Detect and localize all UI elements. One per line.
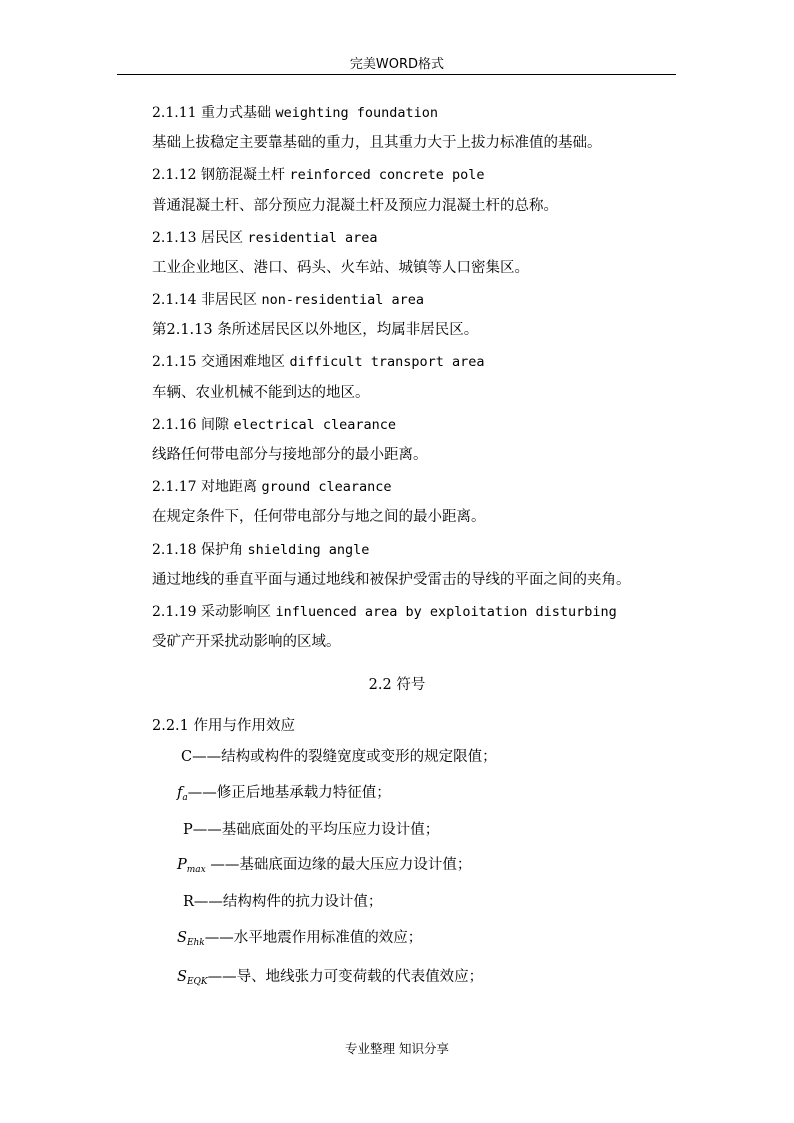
term-chinese: 居民区 [200, 230, 243, 246]
term-heading [152, 104, 438, 122]
term-chinese: 保护角 [200, 542, 243, 558]
term-definition: 工业企业地区、港口、码头、火车站、城镇等人口密集区。 [152, 260, 529, 276]
symbol-description: ——导、地线张力可变荷载的代表值效应； [207, 969, 484, 985]
subsection-title: 2.2.1 作用与作用效应 [152, 718, 296, 734]
term-number: 2.1.12 [152, 167, 197, 183]
term-heading [152, 166, 485, 184]
term-definition: 普通混凝土杆、部分预应力混凝土杆及预应力混凝土杆的总称。 [152, 198, 558, 214]
term-definition: 线路任何带电部分与接地部分的最小距离。 [152, 447, 428, 463]
term-definition: 第2.1.13 条所述居民区以外地区，均属非居民区。 [152, 322, 479, 338]
header-rule [117, 74, 676, 75]
symbol-entry [177, 784, 391, 802]
symbol-subscript: Ehk [186, 938, 205, 948]
symbol-entry [183, 893, 382, 911]
section-title: 2.2 符号 [368, 677, 426, 693]
term-chinese: 非居民区 [200, 292, 257, 308]
term-number: 2.1.15 [152, 354, 197, 370]
term-number: 2.1.18 [152, 542, 197, 558]
symbol-description: ——修正后地基承载力特征值； [187, 785, 391, 801]
symbol-subscript: EQK [186, 977, 208, 987]
term-number: 2.1.14 [152, 292, 197, 308]
term-english: residential area [247, 230, 378, 246]
symbol-variable: f [177, 785, 183, 801]
term-heading [152, 291, 424, 309]
term-definition: 通过地线的垂直平面与通过地线和被保护受雷击的导线的平面之间的夹角。 [152, 572, 631, 588]
symbol-variable: P [183, 822, 193, 838]
symbol-description: ——基础底面处的平均压应力设计值； [192, 822, 440, 838]
term-chinese: 采动影响区 [200, 604, 271, 620]
symbol-entry [177, 929, 422, 947]
symbol-entry [177, 968, 483, 986]
symbol-subscript: max [186, 865, 206, 875]
term-english: ground clearance [261, 479, 392, 495]
term-definition: 车辆、农业机械不能到达的地区。 [152, 385, 370, 401]
symbol-variable: P [177, 857, 187, 873]
page-header: 完美WORD格式 [349, 57, 445, 72]
term-heading [152, 416, 396, 434]
term-chinese: 对地距离 [200, 479, 257, 495]
term-definition: 在规定条件下，任何带电部分与地之间的最小距离。 [152, 509, 486, 525]
term-english: reinforced concrete pole [289, 167, 485, 183]
term-definition: 受矿产开采扰动影响的区域。 [152, 634, 341, 650]
symbol-subscript: a [182, 793, 188, 803]
term-chinese: 交通困难地区 [200, 354, 285, 370]
symbol-entry [177, 856, 471, 874]
term-heading [152, 541, 369, 559]
term-english: influenced area by exploitation disturbing [275, 604, 617, 620]
symbol-variable: S [177, 930, 187, 946]
term-heading [152, 603, 617, 621]
term-number: 2.1.13 [152, 230, 197, 246]
symbol-description: ——结构或构件的裂缝宽度或变形的规定限值； [192, 749, 497, 765]
term-chinese: 间隙 [200, 417, 229, 433]
term-english: electrical clearance [233, 417, 396, 433]
symbol-variable: R [183, 894, 194, 910]
term-number: 2.1.11 [152, 105, 197, 121]
symbol-entry [183, 821, 439, 839]
term-definition: 基础上拔稳定主要靠基础的重力，且其重力大于上拔力标准值的基础。 [152, 135, 602, 151]
term-english: non-residential area [261, 292, 424, 308]
term-number: 2.1.17 [152, 479, 197, 495]
term-number: 2.1.19 [152, 604, 197, 620]
term-heading [152, 229, 377, 247]
term-chinese: 重力式基础 [200, 105, 271, 121]
symbol-entry [181, 748, 497, 766]
symbol-variable: S [177, 969, 187, 985]
term-english: shielding angle [247, 542, 370, 558]
term-chinese: 钢筋混凝土杆 [200, 167, 285, 183]
term-number: 2.1.16 [152, 417, 197, 433]
page-footer: 专业整理 知识分享 [345, 1041, 449, 1056]
symbol-description: ——基础底面边缘的最大压应力设计值； [205, 857, 472, 873]
symbol-description: ——结构构件的抗力设计值； [193, 894, 383, 910]
symbol-description: ——水平地震作用标准值的效应； [204, 930, 423, 946]
term-heading [152, 478, 391, 496]
term-english: weighting foundation [275, 105, 438, 121]
term-heading [152, 353, 485, 371]
symbol-variable: C [181, 749, 193, 765]
term-english: difficult transport area [289, 354, 485, 370]
